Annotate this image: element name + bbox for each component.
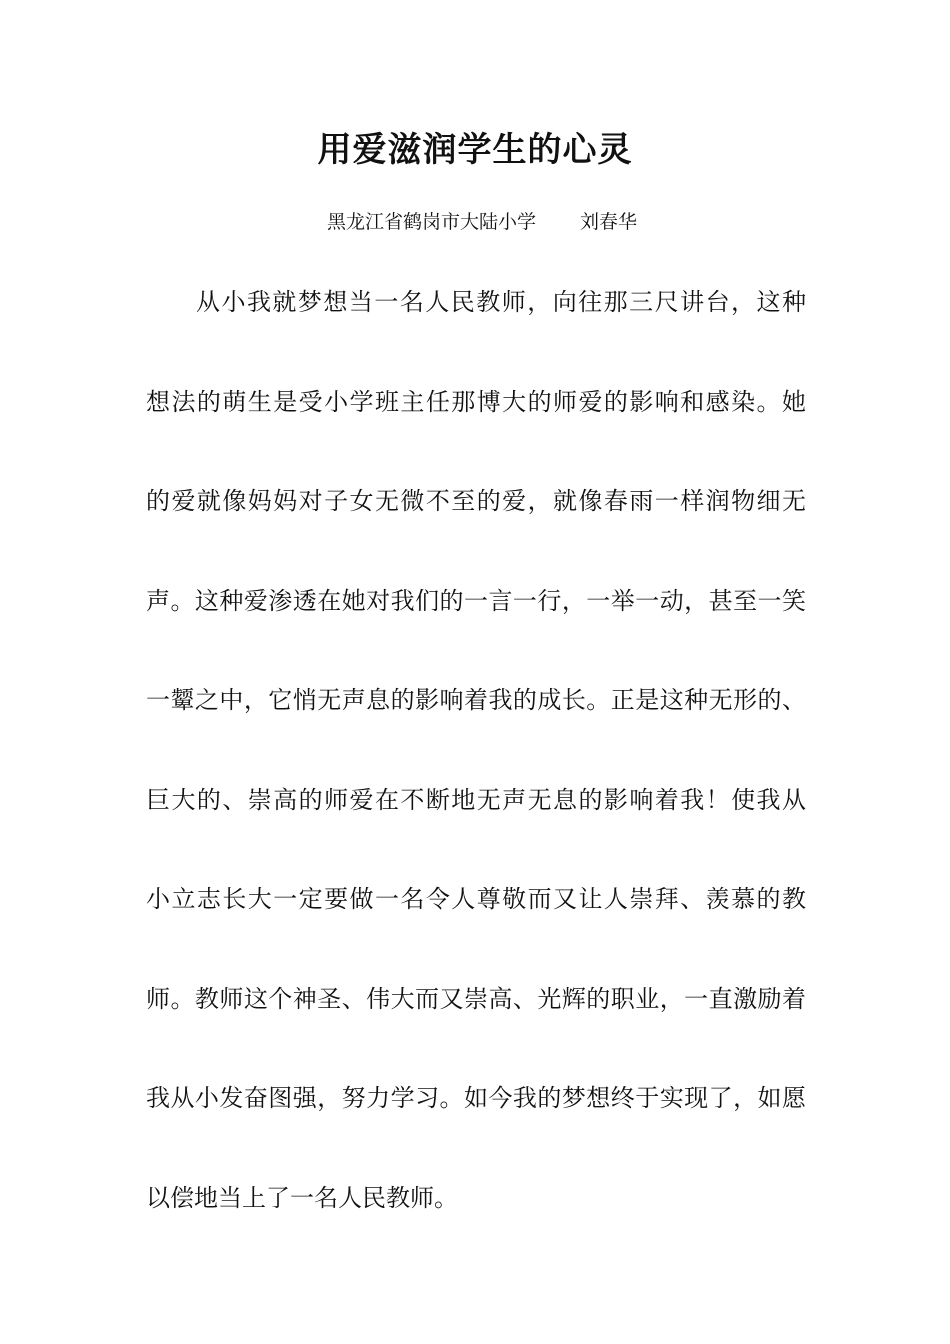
text-line: 一颦之中，它悄无声息的影响着我的成长。正是这种无形的、 xyxy=(146,686,806,714)
text-line: 声。这种爱渗透在她对我们的一言一行，一举一动，甚至一笑 xyxy=(146,586,806,615)
text-line: 小立志长大一定要做一名令人尊敬而又让人崇拜、羡慕的教 xyxy=(146,885,806,913)
text-line: 的爱就像妈妈对子女无微不至的爱，就像春雨一样润物细无 xyxy=(146,487,806,515)
body-paragraph xyxy=(146,253,806,1248)
text-line: 以偿地当上了一名人民教师。 xyxy=(146,1183,458,1212)
document-title: 用爱滋润学生的心灵 xyxy=(317,130,633,170)
text-line: 想法的萌生是受小学班主任那博大的师爱的影响和感染。她 xyxy=(146,387,806,416)
text-line: 师。教师这个神圣、伟大而又崇高、光辉的职业，一直激励着 xyxy=(146,984,806,1013)
author-school: 黑龙江省鹤岗市大陆小学 xyxy=(326,211,536,233)
byline xyxy=(0,204,950,240)
text-line: 我从小发奋图强，努力学习。如今我的梦想终于实现了，如愿 xyxy=(146,1084,806,1112)
text-line: 从小我就梦想当一名人民教师，向往那三尺讲台，这种 xyxy=(196,288,806,316)
text-line: 巨大的、崇高的师爱在不断地无声无息的影响着我！使我从 xyxy=(146,785,806,814)
author-name: 刘春华 xyxy=(580,211,638,233)
